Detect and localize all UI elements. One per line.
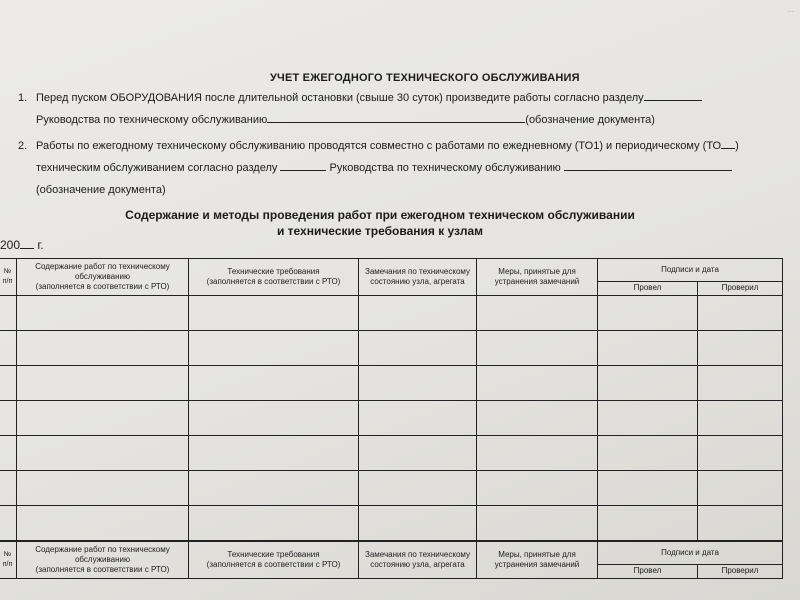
paragraph-1 <box>18 87 702 131</box>
header-signatures: Подписи и дата <box>598 259 783 282</box>
footer-header-signatures: Подписи и дата <box>598 542 783 565</box>
cell-requirements[interactable] <box>189 436 359 471</box>
cell-requirements[interactable] <box>189 331 359 366</box>
year-blank[interactable] <box>20 237 34 249</box>
year-prefix: 200 <box>0 238 21 252</box>
maintenance-table <box>0 258 783 541</box>
cell-measures[interactable] <box>477 401 598 436</box>
cell-checked[interactable] <box>698 401 783 436</box>
footer-header-requirements-note: (заполняется в соответствии с РТО) <box>206 560 341 569</box>
cell-checked[interactable] <box>698 506 783 541</box>
paragraph-1-line-2 <box>18 109 702 131</box>
cell-performed[interactable] <box>598 436 698 471</box>
cell-remarks[interactable] <box>359 471 477 506</box>
paragraph-2-line-3 <box>18 179 739 201</box>
paragraph-1-text: Перед пуском ОБОРУДОВАНИЯ после длительной остановки (свыше 30 суток) произведите работы согласно разделу <box>36 92 644 104</box>
cell-measures[interactable] <box>477 366 598 401</box>
year-suffix: г. <box>37 238 44 252</box>
table-row <box>0 296 783 331</box>
cell-num[interactable] <box>0 436 17 471</box>
footer-header-requirements <box>189 542 359 579</box>
cell-num[interactable] <box>0 296 17 331</box>
cell-content[interactable] <box>17 296 189 331</box>
header-checked: Проверил <box>698 281 783 295</box>
cell-checked[interactable] <box>698 366 783 401</box>
cell-performed[interactable] <box>598 366 698 401</box>
header-content-note: (заполняется в соответствии с РТО) <box>35 282 170 291</box>
footer-header-content-note: (заполняется в соответствии с РТО) <box>35 565 170 574</box>
cell-measures[interactable] <box>477 331 598 366</box>
cell-content[interactable] <box>17 366 189 401</box>
cell-remarks[interactable] <box>359 436 477 471</box>
header-requirements-note: (заполняется в соответствии с РТО) <box>206 277 341 286</box>
footer-header-table <box>0 541 783 579</box>
footer-header-content-label: Содержание работ по техническому обслуживанию <box>35 545 170 564</box>
paragraph-1-line-2-text: Руководства по техническому обслуживанию <box>36 114 268 126</box>
header-content-label: Содержание работ по техническому обслуживанию <box>35 262 170 281</box>
cell-requirements[interactable] <box>189 471 359 506</box>
section-title-line-1: Содержание и методы проведения работ при ежегодном техническом обслуживании <box>125 208 635 222</box>
footer-header-content <box>17 542 189 579</box>
paragraph-2 <box>18 135 739 201</box>
header-performed: Провел <box>598 281 698 295</box>
to-number-blank[interactable] <box>721 137 735 149</box>
footer-header-num: № п/п <box>0 542 17 579</box>
cell-num[interactable] <box>0 401 17 436</box>
footer-header-requirements-label: Технические требования <box>227 550 320 559</box>
cell-measures[interactable] <box>477 506 598 541</box>
table-row <box>0 401 783 436</box>
cell-num[interactable] <box>0 471 17 506</box>
section-title <box>0 207 760 239</box>
header-num: № п/п <box>0 259 17 296</box>
paragraph-1-line-1 <box>18 87 702 109</box>
year-line <box>0 237 44 252</box>
cell-remarks[interactable] <box>359 401 477 436</box>
header-remarks: Замечания по техническому состоянию узла, агрегата <box>359 259 477 296</box>
paragraph-2-line-2-text-b: Руководства по техническому обслуживанию <box>329 162 561 174</box>
cell-content[interactable] <box>17 331 189 366</box>
cell-remarks[interactable] <box>359 506 477 541</box>
cell-checked[interactable] <box>698 331 783 366</box>
footer-header-performed: Провел <box>598 564 698 578</box>
cell-requirements[interactable] <box>189 366 359 401</box>
cell-requirements[interactable] <box>189 296 359 331</box>
cell-content[interactable] <box>17 471 189 506</box>
cell-num[interactable] <box>0 331 17 366</box>
cell-remarks[interactable] <box>359 331 477 366</box>
header-content <box>17 259 189 296</box>
paragraph-2-number: 2. <box>18 140 28 152</box>
footer-header-remarks: Замечания по техническому состоянию узла, агрегата <box>359 542 477 579</box>
document-designation-blank[interactable] <box>267 111 525 123</box>
paragraph-2-line-1-end: ) <box>735 140 739 152</box>
table-row <box>0 506 783 541</box>
cell-content[interactable] <box>17 436 189 471</box>
document-title: УЧЕТ ЕЖЕГОДНОГО ТЕХНИЧЕСКОГО ОБСЛУЖИВАНИЯ <box>270 72 580 84</box>
corner-note: ... <box>787 4 794 14</box>
header-requirements <box>189 259 359 296</box>
footer-header-checked: Проверил <box>698 564 783 578</box>
cell-performed[interactable] <box>598 401 698 436</box>
table-row <box>0 436 783 471</box>
cell-num[interactable] <box>0 366 17 401</box>
header-measures: Меры, принятые для устранения замечаний <box>477 259 598 296</box>
table-row <box>0 471 783 506</box>
cell-num[interactable] <box>0 506 17 541</box>
paragraph-2-line-2 <box>18 157 739 179</box>
cell-checked[interactable] <box>698 471 783 506</box>
cell-performed[interactable] <box>598 506 698 541</box>
cell-requirements[interactable] <box>189 401 359 436</box>
section-number-blank[interactable] <box>644 89 702 101</box>
cell-measures[interactable] <box>477 471 598 506</box>
footer-header-measures: Меры, принятые для устранения замечаний <box>477 542 598 579</box>
table-body <box>0 296 783 541</box>
cell-content[interactable] <box>17 506 189 541</box>
cell-measures[interactable] <box>477 436 598 471</box>
cell-remarks[interactable] <box>359 296 477 331</box>
paragraph-2-line-2-text-a: техническим обслуживанием согласно разделу <box>36 162 278 174</box>
cell-requirements[interactable] <box>189 506 359 541</box>
paragraph-1-line-2-end: (обозначение документа) <box>525 114 655 126</box>
cell-performed[interactable] <box>598 331 698 366</box>
table-row <box>0 331 783 366</box>
cell-performed[interactable] <box>598 471 698 506</box>
document-designation-blank-2[interactable] <box>564 159 732 171</box>
cell-checked[interactable] <box>698 436 783 471</box>
table-row <box>0 366 783 401</box>
cell-performed[interactable] <box>598 296 698 331</box>
paragraph-1-number: 1. <box>18 92 28 104</box>
paragraph-2-line-1 <box>18 135 739 157</box>
section-number-blank-2[interactable] <box>280 159 326 171</box>
paragraph-2-line-3-text: (обозначение документа) <box>36 184 166 196</box>
section-title-line-2: и технические требования к узлам <box>276 224 484 238</box>
cell-checked[interactable] <box>698 296 783 331</box>
cell-remarks[interactable] <box>359 366 477 401</box>
paragraph-2-text: Работы по ежегодному техническому обслуживанию проводятся совместно с работами по ежедневному (ТО1) и периодическому (ТО <box>36 140 722 152</box>
cell-content[interactable] <box>17 401 189 436</box>
header-requirements-label: Технические требования <box>227 267 320 276</box>
cell-measures[interactable] <box>477 296 598 331</box>
